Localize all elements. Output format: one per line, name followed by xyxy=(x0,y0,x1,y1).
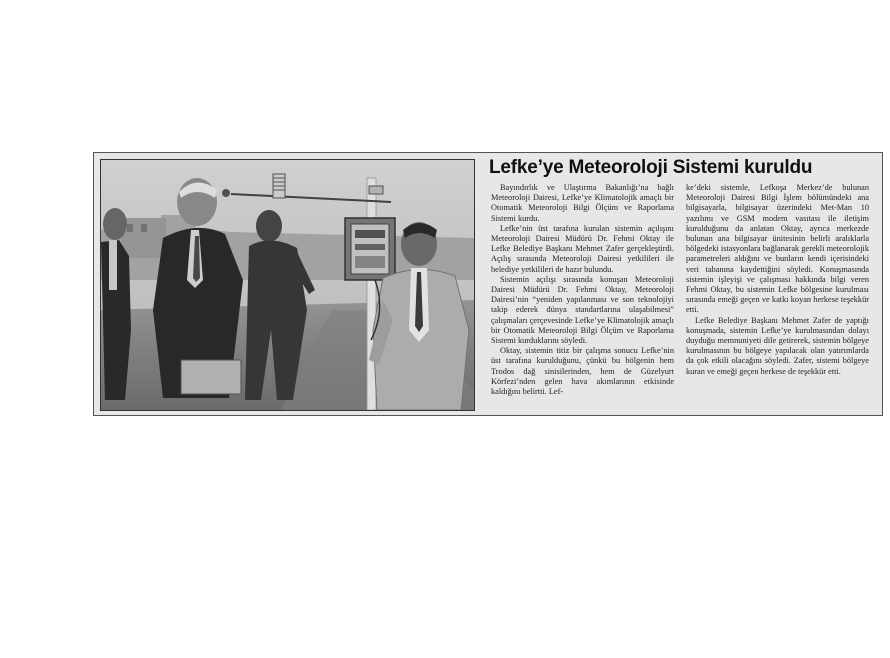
article-headline: Lefke’ye Meteoroloji Sistemi kuruldu xyxy=(489,157,813,178)
article-paragraph: Lefke’nin üst tarafına kurulan sistemin açılışını Meteoroloji Dairesi Müdürü Dr. Fehmi Oktay ile Lefke Belediye Başkanı Mehmet Zafer gerçekleştirdi. Açılış sırasında Meteoroloji Dairesi yetkilileri ile belediye yetkilileri de hazır bulundu. xyxy=(491,223,674,274)
article-paragraph: ke’deki sistemle, Lefkoşa Merkez’de bulunan Meteoroloji Dairesi Bilgi İşlem bölümündeki ana bilgisayarla, bilgisayar üzerindeki Met-Man 10 yazılımı ve GSM modem vasıtası ile iletişim kurulduğunu da anlatan Oktay, ayrıca merkezde bulunan ana bilgisayar ünitesinin belirli aralıklarla bölgedeki istasyonlara bağlanarak gerekli meteorolojik parametreleri aldığını ve bunların kendi içerisindeki veri tabanına kaydettiğini söyledi. Konuşmasında sistemin işleyişi ve çalışması hakkında bilgi veren Fehmi Oktay, bu sistemin Lefke bölgesine kurulması sırasında emeği geçen ve katkı koyan herkese teşekkür etti. xyxy=(686,183,869,315)
article-column-1 xyxy=(491,183,674,397)
article-paragraph: Oktay, sistemin titiz bir çalışma sonucu Lefke’nin üst tarafına kurulduğunu, çünkü bu bölgenin hem Trodos dağ sinisilerinden, hem de Güzelyurt Körfezi’nden gelen hava akımlarının etkisinde kaldığını belirtti. Lef- xyxy=(491,346,674,397)
article-paragraph: Bayındırlık ve Ulaştırma Bakanlığı’na bağlı Meteoroloji Dairesi, Lefke’ye Klimatolojik amaçlı bir Otomatik Meteoroloji Bilgi Ölçüm ve Raporlama Sistemi kurdu. xyxy=(491,183,674,223)
photo-men-at-weather-station xyxy=(101,160,474,410)
newspaper-clipping xyxy=(93,152,883,416)
article-photo xyxy=(100,159,475,411)
article-paragraph: Sistemin açılışı sırasında konuşan Meteoroloji Dairesi Müdürü Dr. Fehmi Oktay, Meteoroloji Dairesi’nin “yeniden yapılanması ve son teknolojiyi takip ederek dünya standartlarına ulaşabilmesi” çalışmaları çerçevesinde Lefke’ye Klimatolojik amaçlı bir Otomatik Meteoroloji Bilgi Ölçüm ve Raporlama Sistemi kurduklarını söyledi. xyxy=(491,274,674,346)
article-column-2 xyxy=(686,183,869,377)
article-paragraph: Lefke Belediye Başkanı Mehmet Zafer de yaptığı konuşmada, sistemin Lefke’ye kurulmasından dolayı duyduğu memnuniyeti dile getirerek, sistemin bölgeye kurulmasının bu bölgeye yapılacak olan yatırımlarda da çok etkili olacağını söyledi. Zafer, sistemi bölgeye kuran ve emeği geçen herkese de teşekkür etti. xyxy=(686,315,869,376)
